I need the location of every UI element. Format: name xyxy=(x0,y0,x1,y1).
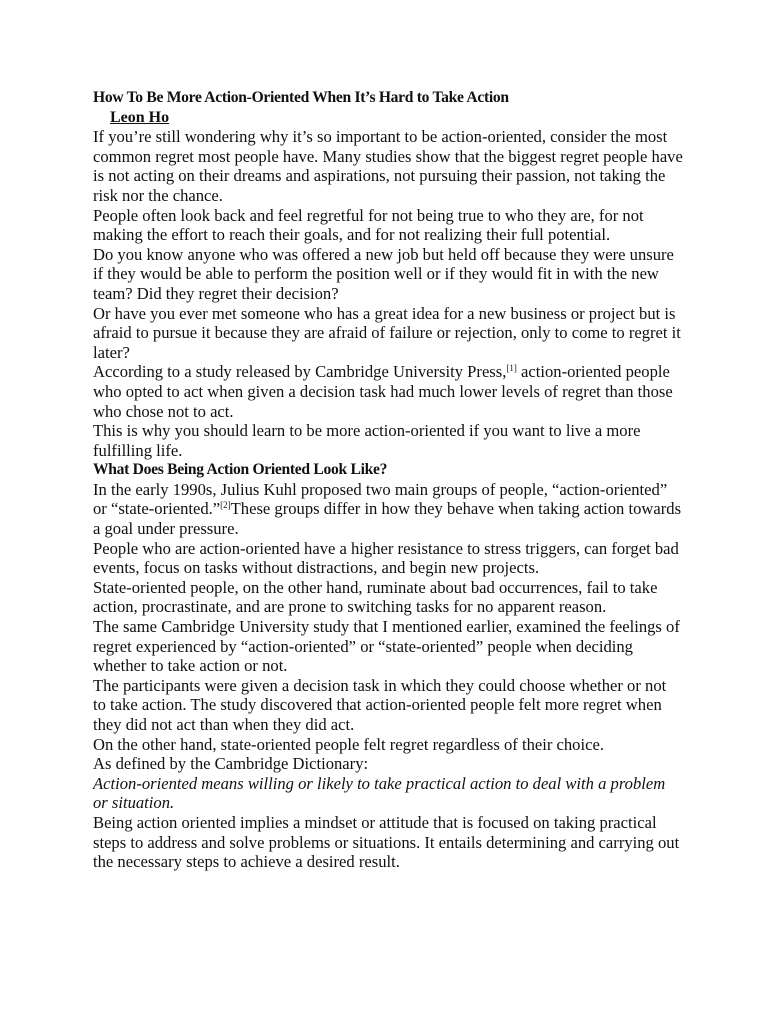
paragraph-text: In the early 1990s, Julius Kuhl proposed two main groups of people, “action-oriented” or “state-oriented.” xyxy=(93,479,668,519)
paragraph-text: According to a study released by Cambridge University Press, xyxy=(93,362,507,382)
document-page xyxy=(93,88,683,872)
paragraph-kuhl xyxy=(93,480,683,539)
paragraph-text: These groups differ in how they behave when taking action towards a goal under pressure. xyxy=(93,499,682,539)
footnote-reference: [1] xyxy=(506,363,517,374)
section-heading: What Does Being Action Oriented Look Like? xyxy=(93,461,388,479)
paragraph: This is why you should learn to be more action-oriented if you want to live a more fulfilling life. xyxy=(93,421,641,460)
article-author: Leon Ho xyxy=(110,108,170,126)
footnote-reference: [2] xyxy=(220,500,231,511)
paragraph: People who are action-oriented have a higher resistance to stress triggers, can forget bad events, focus on tasks without distractions, and begin new projects. xyxy=(93,538,679,578)
paragraph-text: action-oriented people who opted to act when given a decision task had much lower levels of regret than those who chose not to act. xyxy=(93,362,673,421)
paragraph: People often look back and feel regretful for not being true to who they are, for not making the effort to reach their goals, and for not realizing their full potential. xyxy=(93,205,644,245)
paragraph: On the other hand, state-oriented people felt regret regardless of their choice. xyxy=(93,734,604,754)
paragraph: Being action oriented implies a mindset or attitude that is focused on taking practical steps to address and solve problems or situations. It entails determining and carrying out the necessary steps to achieve a desired result. xyxy=(93,812,680,872)
paragraph-cambridge-study xyxy=(93,362,683,421)
paragraph: Or have you ever met someone who has a great idea for a new business or project but is afraid to pursue it because they are afraid of failure or rejection, only to come to regret it later? xyxy=(93,303,681,362)
paragraph: If you’re still wondering why it’s so important to be action-oriented, consider the most common regret most people have. Many studies show that the biggest regret people have is not acting on their dreams and aspirations, not pursuing their passion, not taking the risk nor the chance. xyxy=(93,127,683,205)
paragraph: As defined by the Cambridge Dictionary: xyxy=(93,754,369,774)
paragraph: State-oriented people, on the other hand, ruminate about bad occurrences, fail to take action, procrastinate, and are prone to switching tasks for no apparent reason. xyxy=(93,577,658,617)
paragraph: The participants were given a decision task in which they could choose whether or not to take action. The study discovered that action-oriented people felt more regret when they did not act than when they did act. xyxy=(93,675,667,734)
paragraph: The same Cambridge University study that I mentioned earlier, examined the feelings of regret experienced by “action-oriented” or “state-oriented” people when deciding whether to take action or not. xyxy=(93,617,680,676)
definition-quote: Action-oriented means willing or likely to take practical action to deal with a problem or situation. xyxy=(93,773,666,813)
article-title: How To Be More Action-Oriented When It’s Hard to Take Action xyxy=(93,89,509,106)
paragraph: Do you know anyone who was offered a new job but held off because they were unsure if they would be able to perform the position well or if they would fit in with the new team? Did they regret their decision? xyxy=(93,244,674,303)
